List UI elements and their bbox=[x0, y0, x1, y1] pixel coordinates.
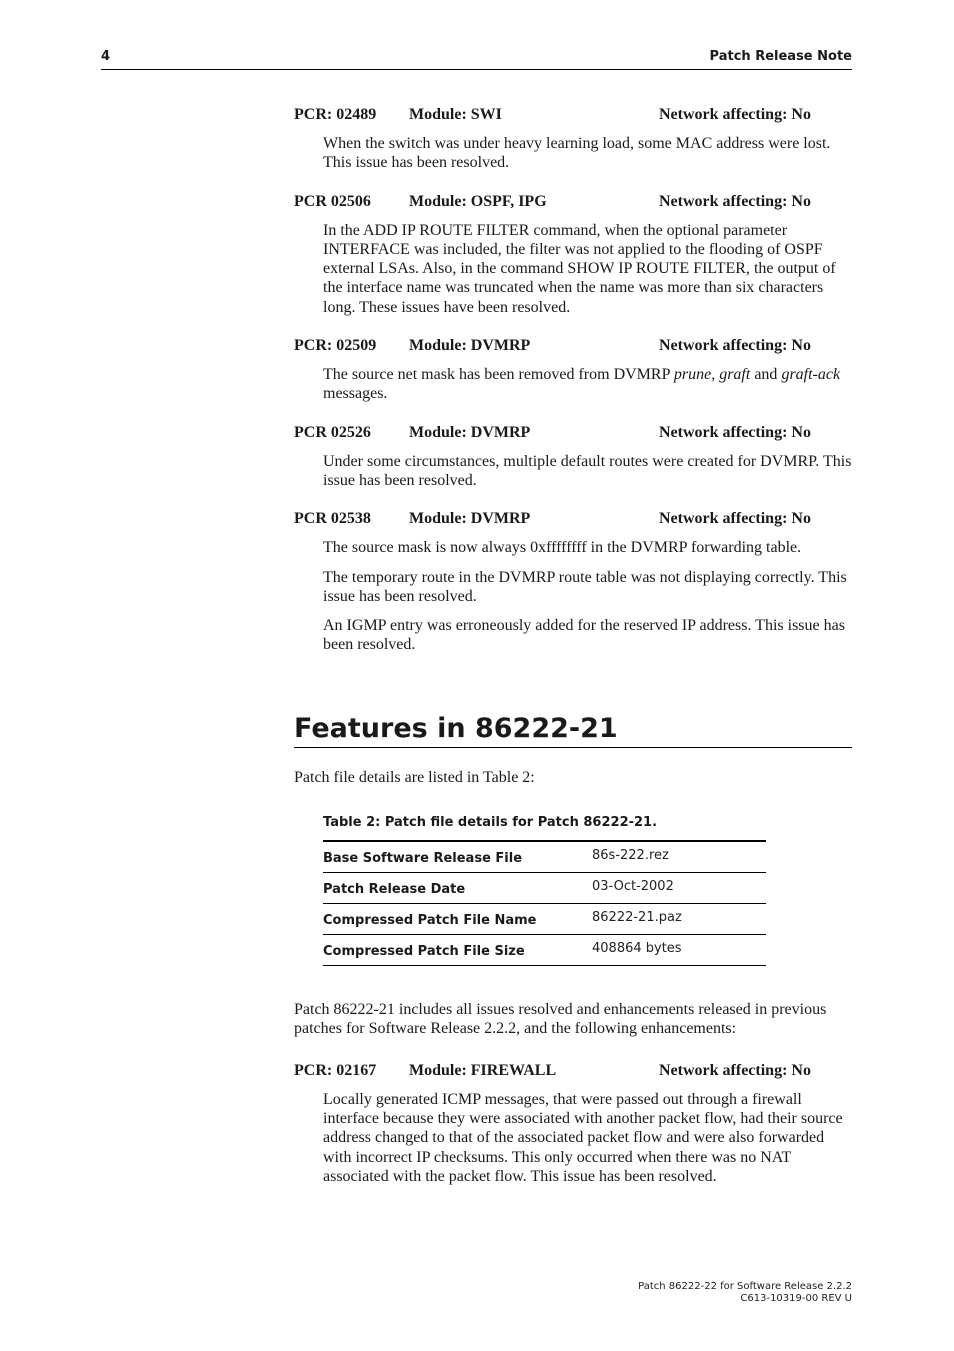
pcr-entry bbox=[294, 337, 854, 404]
page-content bbox=[294, 106, 854, 1206]
pcr-paragraph: In the ADD IP ROUTE FILTER command, when the optional parameter INTERFACE was included, the filter was not applied to the flooding of OSPF external LSAs. Also, in the command SHOW IP ROUTE FILTER, the output of the interface name was truncated when the name was more than six characters long. These issues have been resolved. bbox=[323, 221, 836, 316]
table-row bbox=[323, 841, 766, 873]
patch-details-table bbox=[323, 840, 766, 966]
page-footer bbox=[638, 1281, 852, 1305]
pcr-module: Module: FIREWALL bbox=[409, 1061, 557, 1079]
pcr-id: PCR: 02509 bbox=[294, 337, 377, 355]
pcr-heading bbox=[294, 106, 854, 127]
pcr-id: PCR 02506 bbox=[294, 192, 371, 210]
table-value: 86s-222.rez bbox=[592, 841, 766, 873]
page-header bbox=[101, 48, 852, 70]
table-value: 408864 bytes bbox=[592, 935, 766, 966]
pcr-id: PCR 02538 bbox=[294, 510, 371, 528]
pcr-description bbox=[323, 221, 854, 317]
pcr-network: Network affecting: No bbox=[659, 423, 811, 441]
text-run: The source net mask has been removed from DVMRP bbox=[323, 366, 674, 384]
pcr-module: Module: SWI bbox=[409, 106, 502, 123]
header-title: Patch Release Note bbox=[709, 49, 852, 64]
footer-line: C613-10319-00 REV U bbox=[740, 1293, 852, 1304]
pcr-paragraph: When the switch was under heavy learning load, some MAC address were lost. This issue has been resolved. bbox=[323, 135, 831, 172]
pcr-module: Module: DVMRP bbox=[409, 510, 531, 528]
pcr-module: Module: DVMRP bbox=[409, 423, 531, 441]
pcr-paragraph: Locally generated ICMP messages, that were passed out through a firewall interface because they were associated with another packet flow, had their source address changed to that of the associated packet flow and were also forwarded with incorrect IP checksums. This only occurred when there was no NAT associated with the packet flow. This issue has been resolved. bbox=[323, 1090, 843, 1185]
pcr-description bbox=[323, 365, 854, 404]
pcr-paragraph: An IGMP entry was erroneously added for the reserved IP address. This issue has been resolved. bbox=[323, 617, 845, 654]
pcr-network: Network affecting: No bbox=[659, 510, 811, 528]
pcr-network: Network affecting: No bbox=[659, 106, 811, 123]
pcr-description bbox=[323, 1090, 854, 1186]
table-key: Compressed Patch File Name bbox=[323, 904, 592, 935]
pcr-id: PCR: 02167 bbox=[294, 1061, 377, 1079]
italic-term: graft bbox=[719, 366, 751, 384]
pcr-module: Module: OSPF, IPG bbox=[409, 192, 547, 210]
italic-term: graft-ack bbox=[781, 366, 841, 384]
pcr-heading bbox=[294, 193, 854, 214]
pcr-network: Network affecting: No bbox=[659, 192, 811, 210]
pcr-entry bbox=[294, 1062, 854, 1186]
pcr-entry bbox=[294, 510, 854, 654]
page-number: 4 bbox=[101, 49, 111, 64]
pcr-heading bbox=[294, 424, 854, 445]
pcr-paragraph: Under some circumstances, multiple default routes were created for DVMRP. This issue has been resolved. bbox=[323, 452, 852, 489]
table-caption: Table 2: Patch file details for Patch 86222-21. bbox=[323, 815, 658, 831]
pcr-heading bbox=[294, 1062, 854, 1083]
pcr-heading bbox=[294, 337, 854, 358]
pcr-entry bbox=[294, 424, 854, 491]
table-value: 03-Oct-2002 bbox=[592, 873, 766, 904]
footer-line: Patch 86222-22 for Software Release 2.2.2 bbox=[638, 1281, 852, 1292]
pcr-network: Network affecting: No bbox=[659, 1061, 811, 1079]
pcr-description bbox=[323, 452, 854, 491]
table-row bbox=[323, 935, 766, 966]
table-key: Compressed Patch File Size bbox=[323, 935, 592, 966]
pcr-description bbox=[323, 134, 854, 173]
table-key: Base Software Release File bbox=[323, 841, 592, 873]
pcr-paragraph: The temporary route in the DVMRP route table was not displaying correctly. This issue has been resolved. bbox=[323, 568, 847, 605]
italic-term: prune bbox=[673, 366, 712, 384]
pcr-heading bbox=[294, 510, 854, 531]
table-row bbox=[323, 904, 766, 935]
text-run: and bbox=[750, 366, 782, 384]
pcr-paragraph: The source mask is now always 0xffffffff in the DVMRP forwarding table. bbox=[323, 539, 802, 557]
pcr-paragraph bbox=[323, 365, 854, 404]
text-run: , bbox=[711, 366, 720, 384]
section-summary: Patch 86222-21 includes all issues resolved and enhancements released in previous patches for Software Release 2.2.2, and the following enhancements: bbox=[294, 1001, 827, 1038]
pcr-description bbox=[323, 538, 854, 654]
text-run: messages. bbox=[323, 385, 388, 403]
section-intro: Patch file details are listed in Table 2: bbox=[294, 768, 535, 786]
pcr-network: Network affecting: No bbox=[659, 337, 811, 355]
table-row bbox=[323, 873, 766, 904]
pcr-entry bbox=[294, 106, 854, 173]
pcr-id: PCR 02526 bbox=[294, 423, 371, 441]
pcr-entry bbox=[294, 193, 854, 317]
section-title: Features in 86222-21 bbox=[294, 713, 852, 748]
table-key: Patch Release Date bbox=[323, 873, 592, 904]
pcr-id: PCR: 02489 bbox=[294, 106, 377, 123]
table-value: 86222-21.paz bbox=[592, 904, 766, 935]
pcr-module: Module: DVMRP bbox=[409, 337, 531, 355]
